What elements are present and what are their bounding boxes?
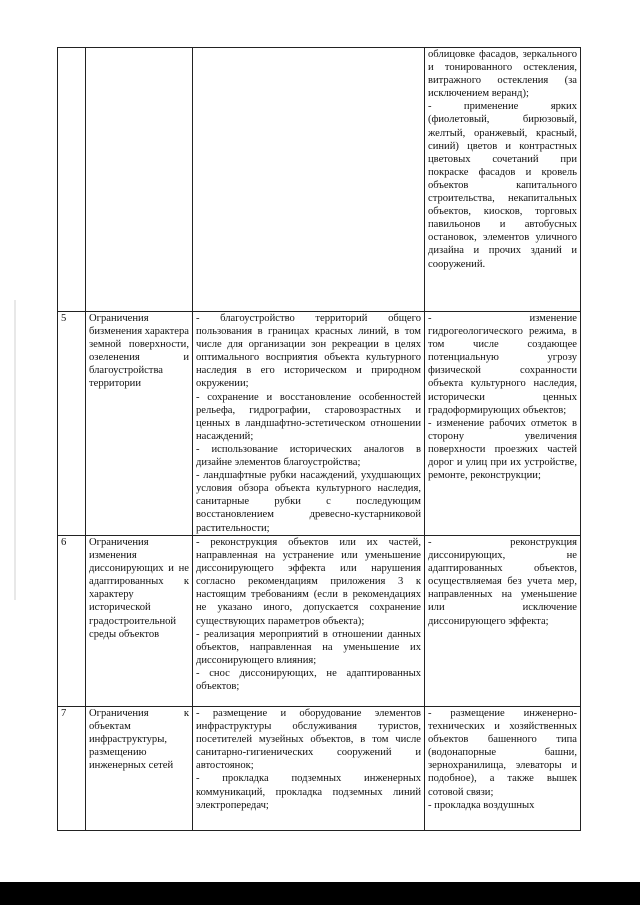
restriction-name: Ограничения изменения диссонирующих и не адаптированных к характеру исторической градостроительной среды объектов [86,536,193,707]
row-number: 7 [58,707,86,831]
scan-bottom-border [0,882,640,905]
table-row [58,312,581,536]
table-row [58,48,581,312]
row-number: 5 [58,312,86,536]
allowed-measures: - реконструкция объектов или их частей, направленная на устранение или уменьшение диссонирующего эффекта или нарушения согласно рекомендациям приложения 3 к настоящим требованиям (если в рекомендациях не указано иного, допускается сохранение существующих параметров объекта); - реализация мероприятий в отношении данных объектов, направленная на уменьшение их диссонирующего влияния; - снос диссонирующих, не адаптированных объектов; [193,536,425,707]
scan-edge-mark [14,300,16,600]
prohibited-measures: облицовке фасадов, зеркального и тонированного остекления, витражного остекления (за исключением веранд); - применение ярких (фиолетовый, бирюзовый, желтый, оранжевый, красный, синий) цветов и контрастных цветовых сочетаний при покраске фасадов и кровель объектов капитального строительства, некапитальных объектов, киосков, торговых павильонов и автобусных остановок, элементов уличного дизайна и прочих зданий и сооружений. [425,48,581,312]
requirements-table [57,47,581,831]
table-row [58,707,581,831]
prohibited-measures: - размещение инженерно-технических и хозяйственных объектов башенного типа (водонапорные башни, зернохранилища, элеваторы и подобное), а также вышек сотовой связи; - прокладка воздушных [425,707,581,831]
prohibited-measures: - изменение гидрогеологического режима, в том числе создающее потенциальную угрозу физической сохранности объекта культурного наследия, исторически ценных градоформирующих объектов; - изменение рабочих отметок в сторону увеличения поверхности проезжих частей дорог и улиц при их устройстве, ремонте, реконструкции; [425,312,581,536]
restriction-name: Ограничения к объектам инфраструктуры, размещению инженерных сетей [86,707,193,831]
table-row [58,536,581,707]
allowed-measures: - благоустройство территорий общего пользования в границах красных линий, в том числе для организации зон рекреации в целях оптимального восприятия объекта культурного наследия в его историческом и природном окружении; - сохранение и восстановление особенностей рельефа, гидрографии, старовозрастных и ценных в ландшафтно-эстетическом отношении насаждений; - использование исторических аналогов в дизайне элементов благоустройства; - ландшафтные рубки насаждений, ухудшающих условия обзора объекта культурного наследия, санитарные рубки с последующим восстановлением древесно-кустарниковой растительности; [193,312,425,536]
restriction-name: Ограничения бизменения характера земной поверхности, озеленения и благоустройства территории [86,312,193,536]
row-number: 6 [58,536,86,707]
allowed-measures [193,48,425,312]
row-number [58,48,86,312]
allowed-measures: - размещение и оборудование элементов инфраструктуры обслуживания туристов, посетителей музейных объектов, в том числе санитарно-гигиенических сооружений и автостоянок; - прокладка подземных инженерных коммуникаций, прокладка подземных линий электропередач; [193,707,425,831]
prohibited-measures: - реконструкция диссонирующих, не адаптированных объектов, осуществляемая без учета мер, направленных на уменьшение или исключение диссонирующего эффекта; [425,536,581,707]
restriction-name [86,48,193,312]
